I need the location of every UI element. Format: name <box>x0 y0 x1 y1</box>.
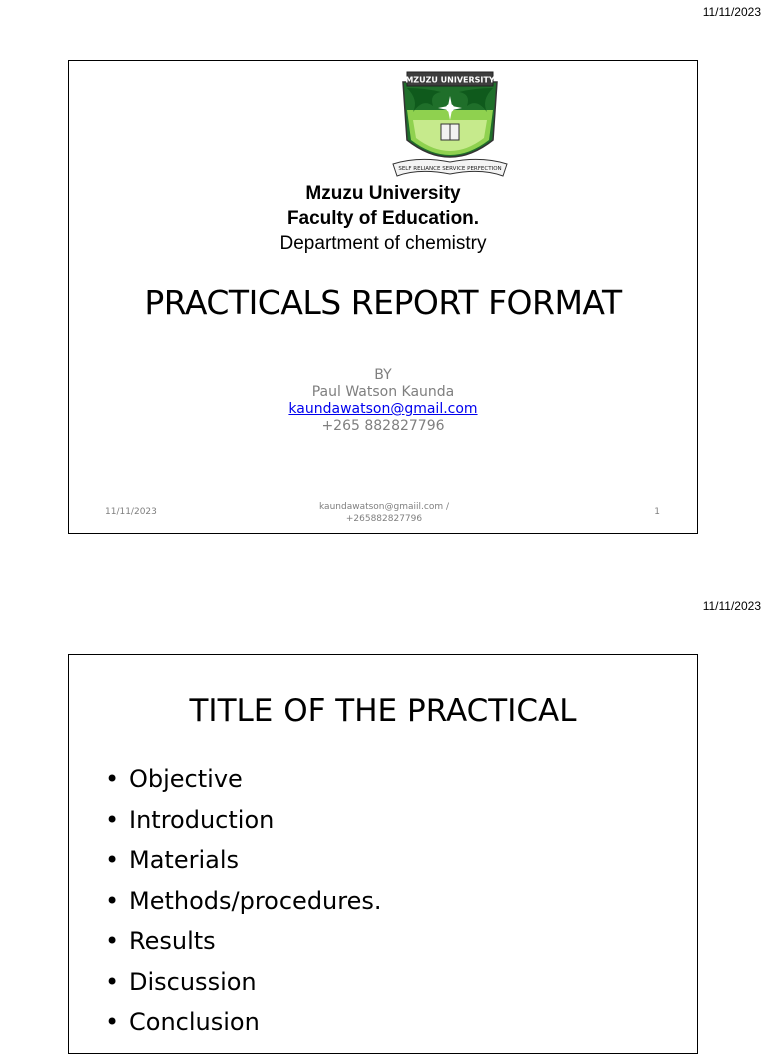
list-item-label: Materials <box>129 846 240 874</box>
footer-contact-email: kaundawatson@gmaiil.com / <box>319 502 449 512</box>
bullet-icon: • <box>105 765 120 793</box>
bullet-icon: • <box>105 846 120 874</box>
list-item <box>105 927 382 968</box>
list-item-label: Objective <box>129 765 243 793</box>
slide-footer-contact <box>284 501 484 525</box>
email-link[interactable]: kaundawatson@gmail.com <box>288 401 478 417</box>
page-date-top: 11/11/2023 <box>702 5 761 19</box>
list-item-label: Methods/procedures. <box>129 886 382 915</box>
outline-slide <box>68 654 698 1054</box>
bullet-icon: • <box>105 886 120 915</box>
list-item <box>105 1008 382 1049</box>
list-item <box>105 887 382 928</box>
slide-title: TITLE OF THE PRACTICAL <box>189 693 577 729</box>
list-item <box>105 968 382 1009</box>
logo-motto: SELF RELIANCE SERVICE PERFECTION <box>398 166 502 172</box>
list-item <box>105 806 382 847</box>
list-item <box>105 765 382 806</box>
list-item-label: Conclusion <box>129 1008 260 1036</box>
title-slide <box>68 60 698 534</box>
by-label: BY <box>374 367 392 383</box>
phone-number: +265 882827796 <box>321 418 445 434</box>
list-item <box>105 846 382 887</box>
slide-footer-date: 11/11/2023 <box>105 507 157 517</box>
list-item-label: Discussion <box>129 967 257 996</box>
bullet-icon: • <box>105 1008 120 1036</box>
university-name: Mzuzu University <box>305 183 461 204</box>
logo-banner-text: MZUZU UNIVERSITY <box>405 75 495 85</box>
page-date-mid: 11/11/2023 <box>702 599 761 613</box>
presentation-title: PRACTICALS REPORT FORMAT <box>144 283 622 322</box>
department-name: Department of chemistry <box>279 233 487 254</box>
faculty-name: Faculty of Education. <box>286 208 480 229</box>
bullet-icon: • <box>105 927 120 955</box>
university-crest-logo <box>389 70 511 186</box>
footer-contact-phone: +265882827796 <box>345 514 423 524</box>
author-block <box>69 367 697 435</box>
bullet-icon: • <box>105 967 120 996</box>
section-list <box>105 765 382 1049</box>
bullet-icon: • <box>105 805 120 834</box>
author-name: Paul Watson Kaunda <box>311 384 455 400</box>
list-item-label: Results <box>129 927 216 955</box>
slide-page-number: 1 <box>654 507 660 517</box>
list-item-label: Introduction <box>129 805 275 834</box>
